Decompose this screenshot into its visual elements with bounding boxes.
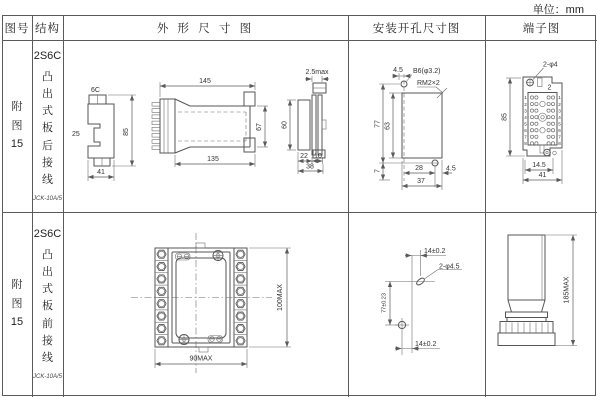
- type-note: JCK-10A/5: [32, 195, 62, 202]
- dim-label: 60: [281, 121, 289, 129]
- fig-no: 附图15: [10, 278, 24, 329]
- row2-structure-cell: [32, 212, 63, 396]
- structure-label: 凸出式板后接线: [41, 71, 53, 186]
- dim-label: 63: [384, 122, 392, 130]
- relay-top-view: [152, 78, 268, 167]
- dim-label: 22: [300, 153, 308, 160]
- dim-label: 41: [538, 172, 547, 179]
- dim-label: 85: [501, 113, 509, 121]
- dim-label: 185MAX: [563, 276, 571, 304]
- dim-label: 2.5max: [305, 69, 329, 76]
- row1-structure-cell: [32, 40, 63, 212]
- row1-install-drawing: [348, 40, 485, 212]
- row2-terminal-drawing: [485, 212, 598, 396]
- dim-label: 77±0.23: [381, 293, 388, 313]
- dim-label: 14±0.2: [424, 248, 446, 255]
- dim-label: 67: [256, 123, 263, 131]
- row1-outline-drawing: [63, 40, 348, 212]
- row1-fig-cell: [2, 40, 32, 212]
- relay-side-view: [72, 87, 136, 181]
- row2-install-drawing: [348, 212, 485, 396]
- dim-label: 85: [123, 128, 130, 136]
- pin-number: 7: [558, 134, 561, 140]
- pin-number: 8: [524, 141, 527, 147]
- dim-label: 77: [374, 120, 382, 128]
- pin-number: 1: [524, 95, 527, 101]
- dim-label: 145: [199, 78, 211, 85]
- pin-number: 6: [524, 127, 527, 133]
- dim-label: 100MAX: [277, 284, 284, 311]
- dim-label: 4.5: [393, 67, 403, 74]
- dim-label: 41: [97, 169, 105, 176]
- pin-number: 4: [524, 114, 527, 120]
- hole-spec-label: 2-φ4.5: [439, 263, 460, 271]
- pin-number: 2: [558, 101, 561, 107]
- row2-fig-cell: [2, 212, 32, 396]
- dim-label: 6C: [91, 87, 100, 94]
- dim-label: 38: [306, 163, 314, 171]
- pin-number: 7: [524, 134, 527, 140]
- pin-number: 3: [524, 108, 527, 114]
- dim-label: 90MAX: [189, 355, 213, 363]
- dim-label: 37: [417, 178, 425, 185]
- thread-spec-label: RM2×2: [417, 80, 440, 87]
- header-fig-no: 图号: [4, 22, 30, 35]
- header-terminal: 端子图: [522, 22, 561, 35]
- pin-number: 1: [558, 95, 561, 101]
- pin-number: 5: [524, 121, 527, 127]
- type-note: JCK-10A/5: [32, 373, 62, 380]
- corner-number: 2: [547, 84, 552, 92]
- relay-flange-view: [282, 69, 330, 174]
- dim-label: 14.5: [532, 162, 546, 169]
- dim-label: 14±0.2: [415, 341, 437, 348]
- dim-label: 4.5: [446, 165, 456, 173]
- pin-number: 4: [558, 114, 561, 120]
- row1-terminal-drawing: [485, 40, 598, 212]
- header-install: 安装开孔尺寸图: [372, 22, 461, 35]
- dim-label: 7: [374, 169, 382, 173]
- pin-number: 2: [524, 101, 527, 107]
- pin-number: 5: [558, 121, 561, 127]
- model-label: 2S6C: [33, 228, 62, 241]
- structure-label: 凸出式板前接线: [41, 249, 53, 364]
- dim-label: 10: [314, 153, 322, 160]
- pin-number: 3: [558, 108, 561, 114]
- fig-no: 附图15: [10, 100, 24, 151]
- unit-label: 单位：mm: [532, 4, 584, 16]
- hole-spec-label: B6(φ3.2): [413, 68, 441, 75]
- header-structure: 结构: [35, 22, 60, 35]
- row2-outline-drawing: [63, 212, 348, 396]
- header-outline: 外 形 尺 寸 图: [156, 22, 255, 35]
- pin-number: 6: [558, 127, 561, 133]
- dim-label: 25: [72, 131, 80, 138]
- model-label: 2S6C: [33, 50, 62, 63]
- hole-spec-label: 2-φ4: [543, 61, 558, 69]
- dim-label: 28: [415, 165, 423, 172]
- dim-label: 135: [207, 156, 219, 163]
- pin-number: 8: [558, 141, 561, 147]
